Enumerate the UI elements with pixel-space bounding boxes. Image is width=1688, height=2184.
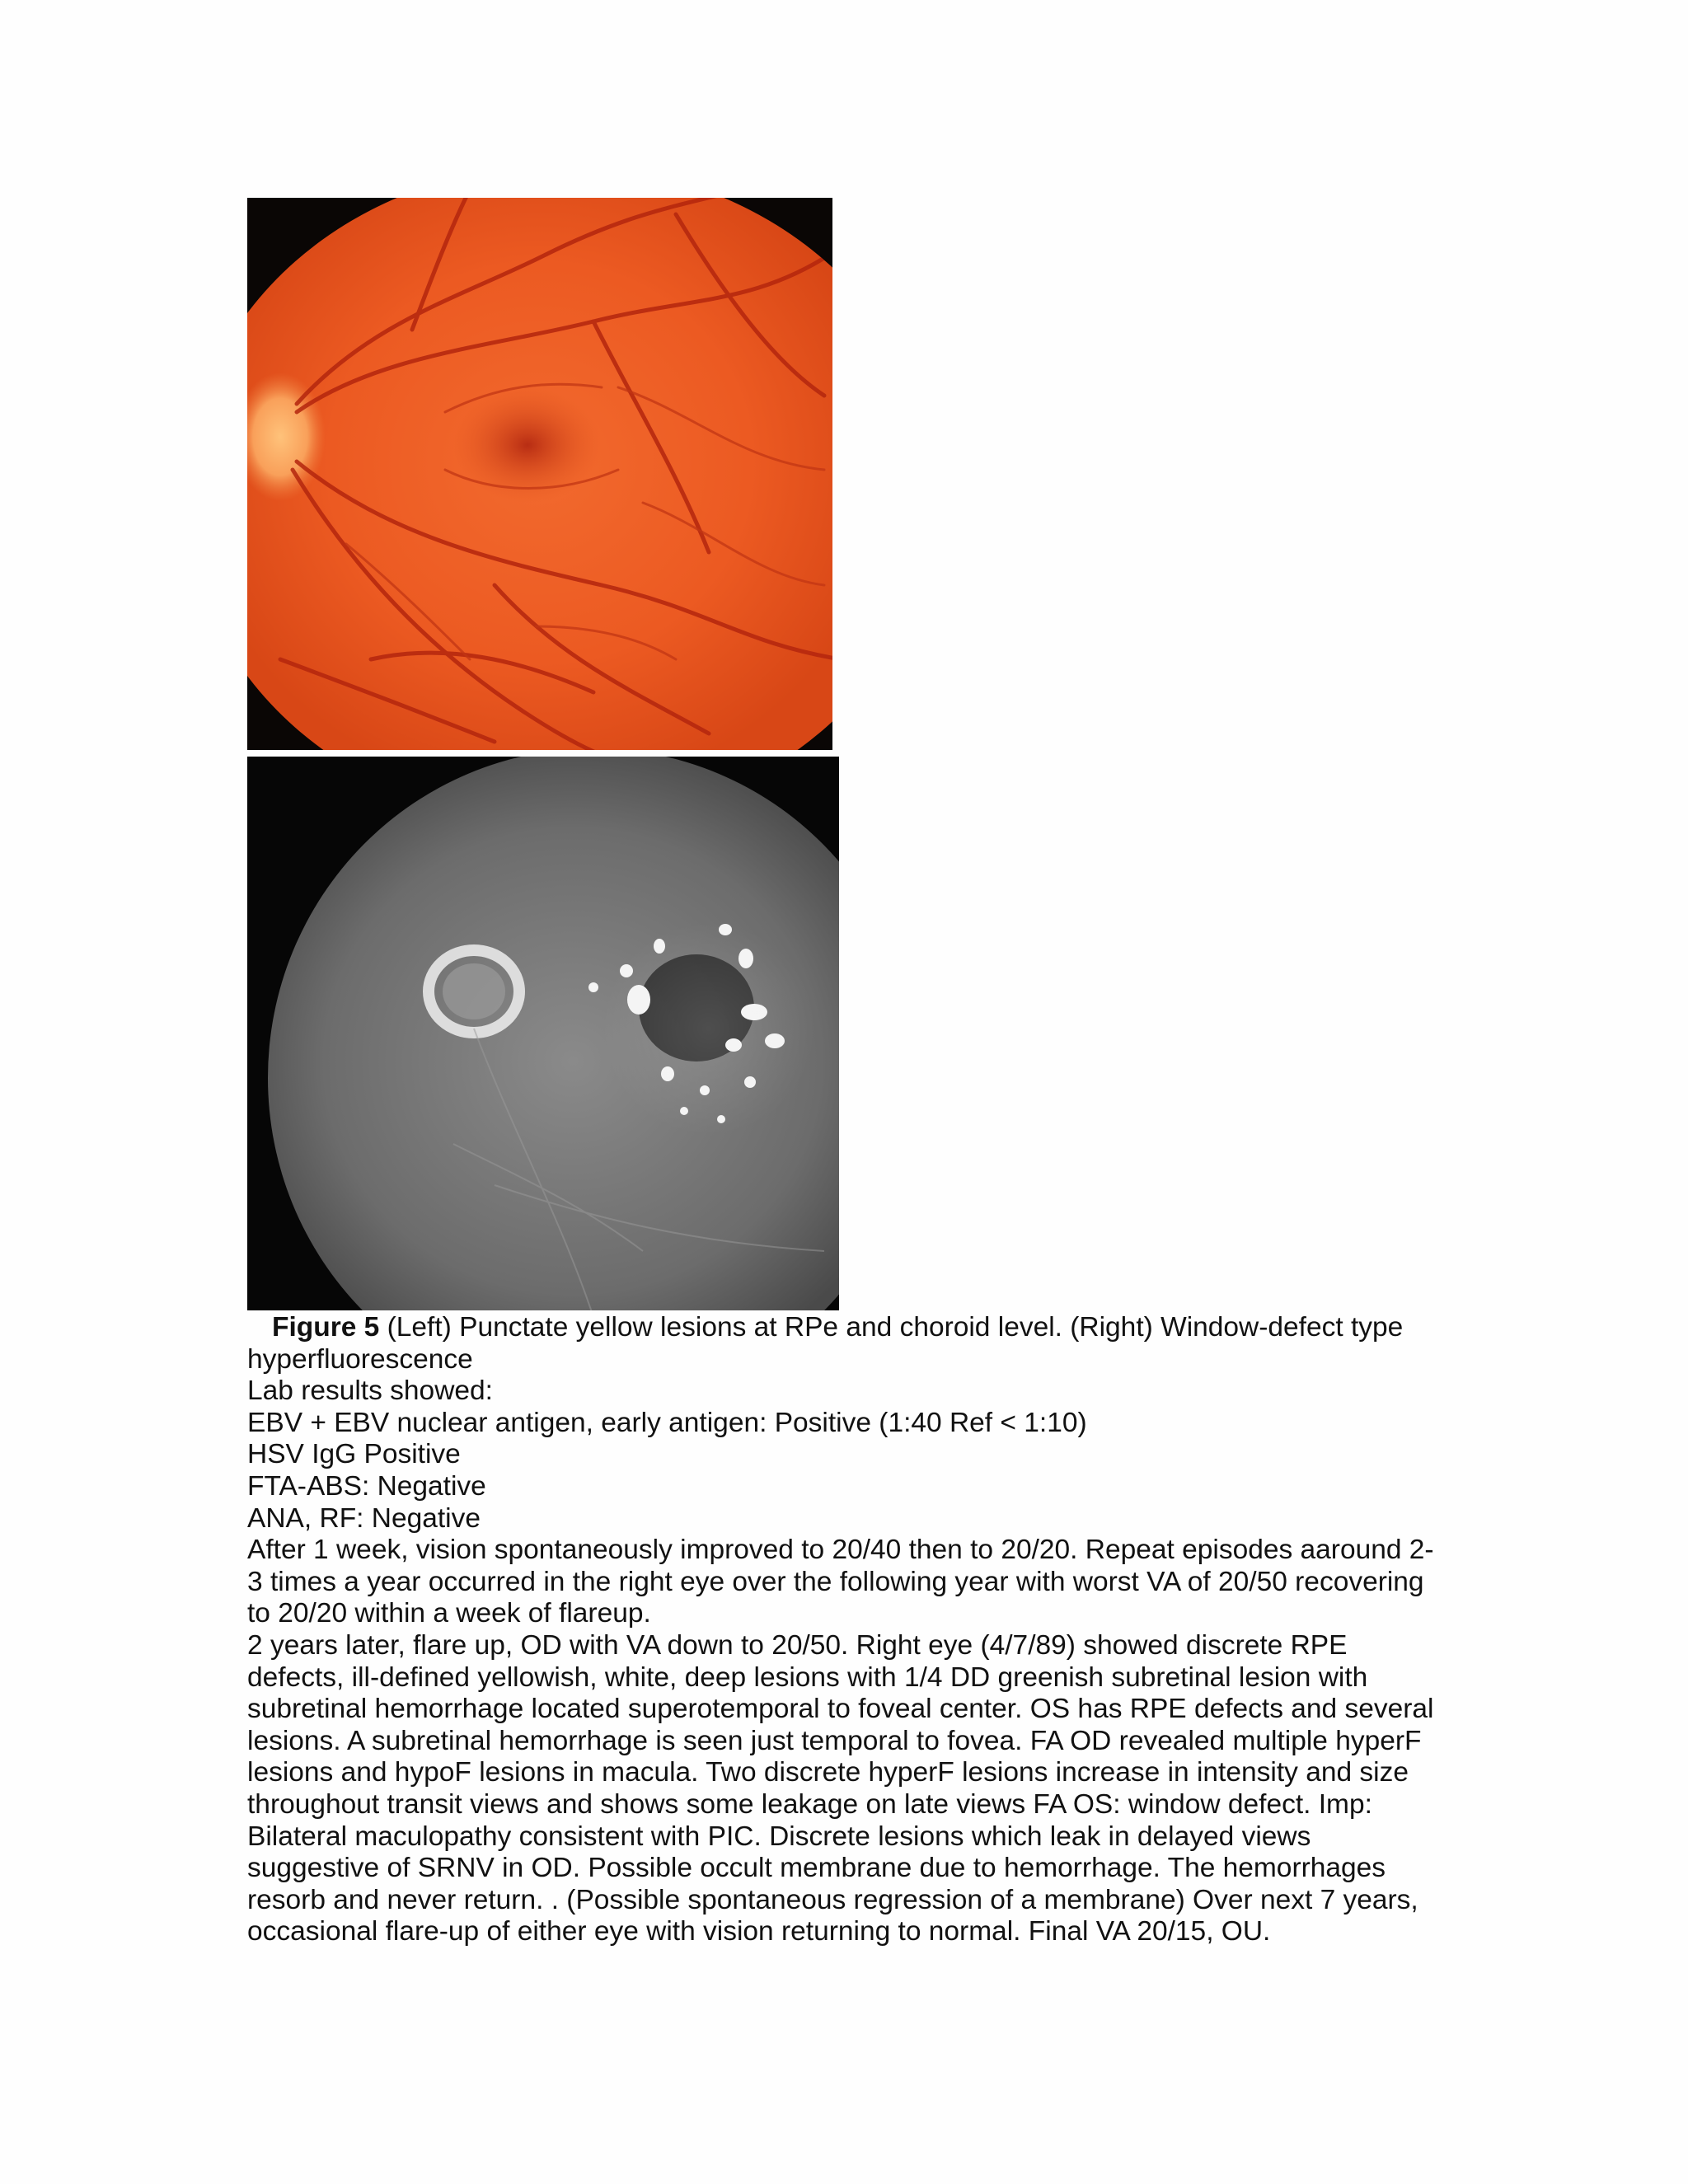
figure-caption-text: (Left) Punctate yellow lesions at RPe and choroid level. (Right) Window-defect type hyperfluorescence [247,1312,1404,1375]
figure-caption [247,1312,1442,1376]
fluorescein-angiogram [247,757,839,1310]
document-text [247,1312,1442,1948]
body-paragraph: After 1 week, vision spontaneously improved to 20/40 then to 20/20. Repeat episodes aaround 2-3 times a year occurred in the right eye over the following year with worst VA of 20/50 recovering to 20/20 within a week of flareup. [247,1535,1434,1629]
lab-result: FTA-ABS: Negative [247,1470,486,1502]
lab-heading: Lab results showed: [247,1376,493,1407]
lab-result: HSV IgG Positive [247,1439,461,1470]
lab-result: EBV + EBV nuclear antigen, early antigen: Positive (1:40 Ref < 1:10) [247,1407,1087,1438]
body-paragraph: 2 years later, flare up, OD with VA down to 20/50. Right eye (4/7/89) showed discrete RPE defects, ill-defined yellowish, white, deep lesions with 1/4 DD greenish subretinal lesion with subretinal hemorrhage located superotemporal to foveal center. OS has RPE defects and several lesions. A subretinal hemorrhage is seen just temporal to fovea. FA OD revealed multiple hyperF lesions and hypoF lesions in macula. Two discrete hyperF lesions increase in intensity and size throughout transit views and shows some leakage on late views FA OS: window defect. Imp: Bilateral maculopathy consistent with PIC. Discrete lesions which leak in delayed views suggestive of SRNV in OD. Possible occult membrane due to hemorrhage. The hemorrhages resorb and never return. . (Possible spontaneous regression of a membrane) Over next 7 years, occasional flare-up of either eye with vision returning to normal. Final VA 20/15, OU. [247,1629,1434,1947]
lab-result: ANA, RF: Negative [247,1502,481,1534]
fundus-photo [247,198,832,750]
figure-label: Figure 5 [272,1312,380,1343]
